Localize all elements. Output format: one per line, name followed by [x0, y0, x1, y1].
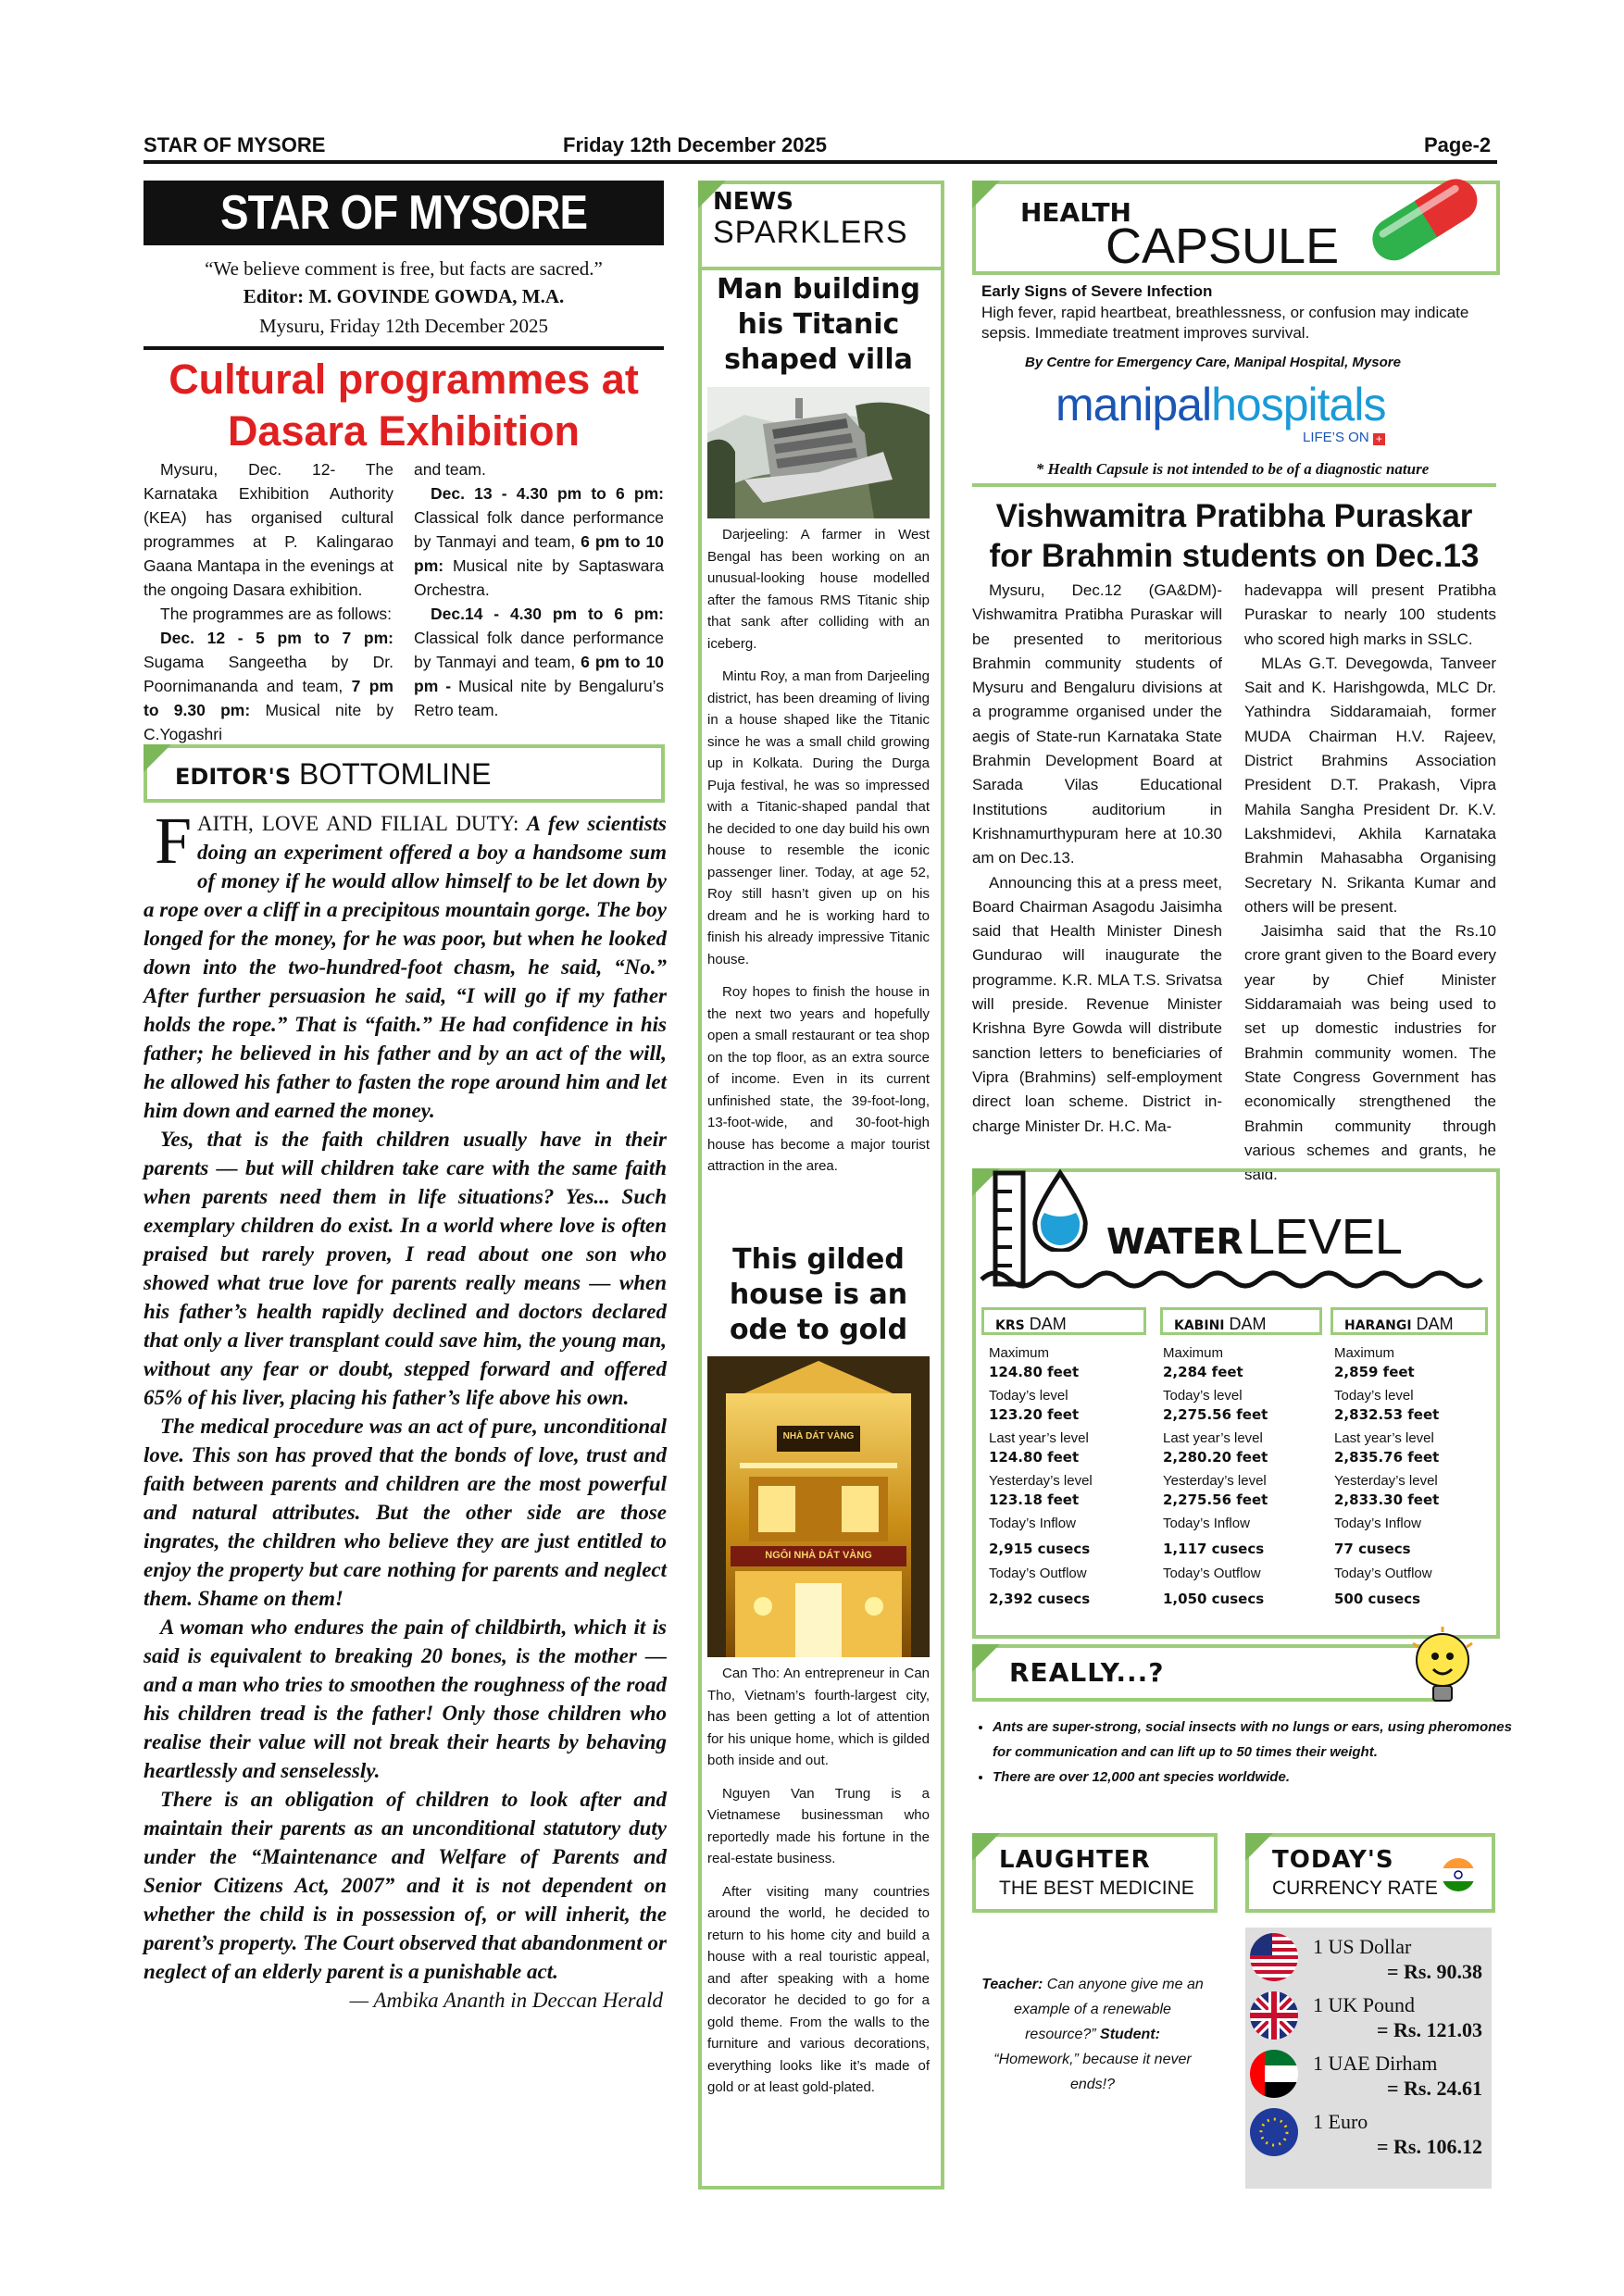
story-paragraph: Darjeeling: A farmer in West Bengal has been working on an unusual-looking house modelled after the famous RMS Titanic ship that sank after colliding with an iceberg.: [707, 527, 930, 652]
titanic-story-body: [707, 524, 930, 1178]
health-disclaimer: * Health Capsule is not intended to be of a diagnostic nature: [1035, 460, 1430, 478]
label-corner: [972, 181, 1000, 208]
label-corner: [972, 1644, 1000, 1672]
india-flag-icon: [1440, 1856, 1477, 1893]
vishwamitra-paragraph: MLAs G.T. Devegowda, Tanveer Sait and K. Harishgowda, MLC Dr. Yathindra Siddaramaiah, former MUDA Chairman H.V. Rajeev, District Brahmins Association President D.T. Prakash, Vipra Mahila Sangha President Dr. K.V. Lakshmidevi, Akhila Karnataka Brahmin Mahasabha Organising Secretary N. Srikanta Kumar and others will be present.: [1244, 654, 1496, 916]
uae-flag-icon: [1250, 2050, 1298, 2098]
dam-stat-label: Yesterday’s level: [1334, 1473, 1438, 1489]
fact-item: • Ants are super-strong, social insects with no lungs or ears, using pheromones for communication and can lift up to 50 times their weight.: [993, 1715, 1513, 1765]
vishwamitra-paragraph: hadevappa will present Pratibha Puraskar to nearly 100 students who scored high marks in SSLC.: [1244, 581, 1496, 648]
dam-stat-label: Today’s level: [1163, 1388, 1243, 1404]
dam-stat-value: 2,832.53 feet: [1334, 1406, 1440, 1423]
masthead-banner: [144, 181, 664, 245]
label-corner: [1245, 1833, 1273, 1861]
cultural-schedule-dec13: Dec. 13 - 4.30 pm to 6 pm: Classical folk dance performance by Tanmayi and team, 6 pm to 10 pm: Musical nite by Saptaswara Orchestra.: [414, 484, 664, 599]
really-facts: [972, 1715, 1513, 1790]
news-sparklers-label: NEWS SPARKLERS: [713, 188, 908, 250]
cultural-schedule-dec14: Dec.14 - 4.30 pm to 6 pm: Classical folk dance performance by Tanmayi and team, 6 pm to 10 pm - Musical nite by Bengaluru’s Retro team.: [414, 605, 664, 719]
dam-stat-value: 2,392 cusecs: [989, 1591, 1091, 1607]
editors-bottomline-label: EDITOR'S BOTTOMLINE: [144, 744, 665, 803]
dam-stat-label: Maximum: [1163, 1345, 1224, 1361]
dam-header-harangi: HARANGI DAM: [1330, 1307, 1488, 1335]
health-rule: [972, 483, 1496, 487]
fact-item: • There are over 12,000 ant species worldwide.: [993, 1765, 1513, 1790]
sparklers-rule: [698, 267, 944, 270]
cultural-paragraph: and team.: [414, 460, 486, 479]
dam-stat-value: 2,280.20 feet: [1163, 1449, 1268, 1466]
dam-stat-label: Maximum: [989, 1345, 1050, 1361]
drop-cap: F: [155, 804, 193, 878]
masthead-dateline: Mysuru, Friday 12th December 2025: [258, 315, 549, 337]
header-paper-name: STAR OF MYSORE: [144, 133, 326, 156]
titanic-headline: Man building his Titanic shaped villa: [717, 273, 920, 376]
health-text: High fever, rapid heartbeat, breathlessness, or confusion may indicate sepsis. Immediate treatment improves survival.: [981, 304, 1469, 342]
health-title: Early Signs of Severe Infection: [981, 282, 1213, 300]
dam-data-kabini: [1163, 1342, 1325, 1610]
dam-stat-value: 2,275.56 feet: [1163, 1491, 1268, 1508]
dam-stat-label: Today’s level: [989, 1388, 1068, 1404]
dam-stat-label: Today’s Inflow: [1163, 1516, 1250, 1531]
really-label: REALLY...?: [972, 1644, 1447, 1702]
dam-stat-value: 124.80 feet: [989, 1449, 1080, 1466]
dam-stat-value: 2,275.56 feet: [1163, 1406, 1268, 1423]
story-paragraph: Nguyen Van Trung is a Vietnamese businessman who reportedly made his fortune in the real-estate business.: [707, 1785, 930, 1866]
masthead-motto: “We believe comment is free, but facts are sacred.”: [205, 257, 603, 280]
dam-stat-value: 123.20 feet: [989, 1406, 1080, 1423]
currency-rate: = Rs. 90.38: [1387, 1960, 1482, 1983]
editorial-body: [144, 804, 667, 2015]
dam-stat-label: Last year’s level: [1334, 1430, 1434, 1446]
masthead-rule: [144, 346, 664, 350]
editorial-paragraph-1: FAITH, LOVE AND FILIAL DUTY: A few scientists doing an experiment offered a boy a handsome sum of money if he would allow himself to be let down by a rope over a cliff in a precipitous mountain gorge. The boy longed for the money, for he was poor, but when he looked down into the two-hundred-foot chasm, he said, “No.” After further persuasion he said, “I will go if my father holds the rope.” That is “faith.” He had confidence in his father; he believed in his father and by an act of the will, he allowed his father to fasten the rope around him and let him down and earned the money.: [144, 804, 667, 1122]
cultural-column-2: [414, 457, 664, 722]
dam-stat-label: Today’s Inflow: [1334, 1516, 1421, 1531]
dam-stat-label: Today’s Inflow: [989, 1516, 1076, 1531]
header-date: Friday 12th December 2025: [563, 133, 827, 156]
eu-flag-icon: [1250, 2108, 1298, 2156]
dam-header-krs: KRS DAM: [981, 1307, 1146, 1335]
dam-data-harangi: [1334, 1342, 1492, 1610]
dam-stat-value: 77 cusecs: [1334, 1541, 1411, 1557]
dam-header-kabini: KABINI DAM: [1160, 1307, 1322, 1335]
dam-stat-label: Last year’s level: [989, 1430, 1089, 1446]
editorial-paragraph-2: Yes, that is the faith children usually have in their parents — but will children take care with the same faith when parents need them in life situations? Yes... Such exemplary children do exist. In a world where love is often praised but rarely proven, I read about one son who showed what true love for parents really means — when his father’s health rapidly declined and doctors declared that only a liver transplant could save him, the young man, without any fear or doubt, stepped forward and offered 65% of his liver, placing his father’s life above his own.: [144, 1128, 667, 1409]
health-capsule-label: HEALTH CAPSULE: [972, 181, 1500, 275]
gilded-house-sign-upper: NHÀ DÁT VÀNG: [782, 1431, 855, 1441]
editorial-paragraph-4: A woman who endures the pain of childbirth, which it is said is equivalent to breaking 20 bones, is the mother — and a man who tries to smoothen the roughness of the road his children tread is the father! Only those children who realise their value will not break their hearts by behaving heartlessly and senselessly.: [144, 1616, 667, 1782]
vishwamitra-paragraph: Mysuru, Dec.12 (GA&DM)- Vishwamitra Pratibha Puraskar will be presented to meritorious Brahmin community students of Mysuru and Bengaluru divisions at a programme organised under the aegis of State-run Karnataka State Brahmin Development Board at Sarada Vilas Educational Institutions auditorium in Krishnamurthypuram here at 10.30 am on Dec.13.: [972, 581, 1222, 867]
vishwamitra-column-1: [972, 579, 1222, 1139]
currency-rate: = Rs. 121.03: [1377, 2018, 1482, 2041]
vishwamitra-column-2: [1244, 579, 1496, 1187]
dam-stat-value: 124.80 feet: [989, 1364, 1080, 1380]
currency-rate: = Rs. 106.12: [1377, 2135, 1482, 2158]
editorial-paragraph-5: There is an obligation of children to look after and maintain their parents as an unconditional statutory duty under the “Maintenance and Welfare of Parents and Senior Citizens Act, 2007” and it is not dependent on whether the child is in possession of, or will inherit, the parent’s property. The Court observed that abandonment or neglect of an elderly parent is a punishable act.: [144, 1788, 667, 1983]
dam-stat-label: Today’s Outflow: [1334, 1566, 1432, 1581]
plus-icon: +: [1373, 433, 1385, 445]
dam-stat-label: Today’s level: [1334, 1388, 1414, 1404]
cultural-paragraph: The programmes are as follows:: [160, 605, 392, 623]
currency-unit: 1 UAE Dirham: [1313, 2052, 1438, 2075]
vishwamitra-paragraph: Announcing this at a press meet, Board Chairman Asagodu Jaisimha said that Health Minister Dinesh Gundurao will inaugurate the programme. K.R. MLA T.S. Srivatsa will preside. Revenue Minister Krishna Byre Gowda will distribute sanction letters to beneficiaries of Vipra (Brahmins) self-employment direct loan scheme. District in-charge Minister Dr. H.C. Ma-: [972, 873, 1222, 1135]
uk-flag-icon: [1250, 1991, 1298, 2040]
gilded-house-sign-lower: NGÔI NHÀ DÁT VÀNG: [765, 1550, 872, 1561]
story-paragraph: Roy hopes to finish the house in the next two years and hopefully open a small restaurant or tea shop on the top floor, as an extra source of income. Even in its current unfinished state, the 39-foot-long, 13-foot-wide, and 30-foot-high house has become a major tourist attraction in the area.: [707, 984, 930, 1174]
vishwamitra-headline: Vishwamitra Pratibha Puraskar for Brahmin students on Dec.13: [989, 498, 1480, 574]
vishwamitra-paragraph: Jaisimha said that the Rs.10 crore grant given to the Board every year by Chief Minister Siddaramaiah was being used to set up domestic industries for Brahmin community women. The State Congress Government has economically strengthened the Brahmin community through various schemes and grants, he said.: [1244, 922, 1496, 1184]
story-paragraph: Can Tho: An entrepreneur in Can Tho, Vietnam’s fourth-largest city, has been getting a lot of attention for his unique home, which is gilded both inside and out.: [707, 1666, 930, 1768]
dam-stat-label: Yesterday’s level: [989, 1473, 1093, 1489]
dam-stat-value: 123.18 feet: [989, 1491, 1080, 1508]
dam-stat-label: Today’s Outflow: [1163, 1566, 1261, 1581]
cultural-column-1: [144, 457, 394, 746]
currency-label: TODAY'S CURRENCY RATE: [1245, 1833, 1495, 1913]
dam-stat-value: 2,833.30 feet: [1334, 1491, 1440, 1508]
currency-unit: 1 US Dollar: [1313, 1935, 1412, 1958]
label-corner: [972, 1833, 1000, 1861]
manipal-logo: manipalhospitals: [1056, 379, 1386, 430]
us-flag-icon: [1250, 1933, 1298, 1981]
dam-stat-value: 2,915 cusecs: [989, 1541, 1091, 1557]
currency-rate: = Rs. 24.61: [1387, 2077, 1482, 2100]
cultural-headline: Cultural programmes at Dasara Exhibition: [169, 356, 639, 455]
dam-stat-value: 2,859 feet: [1334, 1364, 1415, 1380]
dam-stat-value: 1,117 cusecs: [1163, 1541, 1265, 1557]
gilded-house-headline: This gilded house is an ode to gold: [729, 1243, 908, 1346]
masthead-editor: Editor: M. GOVINDE GOWDA, M.A.: [243, 285, 565, 307]
currency-unit: 1 UK Pound: [1313, 1993, 1416, 2016]
header-page-number: Page-2: [1424, 133, 1492, 156]
dam-stat-label: Today’s Outflow: [989, 1566, 1087, 1581]
dam-data-krs: [989, 1342, 1156, 1610]
editorial-paragraph-3: The medical procedure was an act of pure, unconditional love. This son has proved that the bonds of love, trust and faith between parents and children are the most powerful and natural attributes. But the other side are those ingrates, the children who believe they are just entitled to enjoy the property but care nothing for parents and neglect them. Shame on them!: [144, 1415, 667, 1610]
masthead-title: STAR OF MYSORE: [219, 186, 588, 240]
gilded-house-photo: [707, 1356, 930, 1657]
dam-stat-label: Last year’s level: [1163, 1430, 1263, 1446]
water-level-label: WATER LEVEL: [1106, 1209, 1403, 1265]
dam-stat-value: 1,050 cusecs: [1163, 1591, 1265, 1607]
water-waves-icon: [972, 1261, 1496, 1294]
dam-stat-value: 2,835.76 feet: [1334, 1449, 1440, 1466]
label-corner: [144, 744, 171, 772]
lightbulb-icon: [1407, 1625, 1481, 1708]
laughter-joke: Teacher: Can anyone give me an example of a renewable resource?” Student: “Homework,” because it never ends!?: [981, 1977, 1204, 2092]
capsule-pill-icon: [1357, 168, 1496, 269]
currency-unit: 1 Euro: [1313, 2110, 1368, 2133]
cultural-schedule-dec12: Dec. 12 - 5 pm to 7 pm: Sugama Sangeetha by Dr. Poornimananda and team, 7 pm to 9.30 pm: Musical nite by C.Yogashri: [144, 629, 394, 743]
manipal-tagline: LIFE’S ON +: [1303, 430, 1385, 445]
health-source: By Centre for Emergency Care, Manipal Hospital, Mysore: [1025, 355, 1401, 370]
gilded-house-story-body: [707, 1663, 930, 2099]
water-drop-icon: [1028, 1168, 1093, 1252]
dam-stat-value: 2,284 feet: [1163, 1364, 1243, 1380]
laughter-label: LAUGHTER THE BEST MEDICINE: [972, 1833, 1218, 1913]
header-rule: [144, 160, 1497, 164]
editorial-byline: — Ambika Ananth in Deccan Herald: [349, 1989, 663, 2012]
story-paragraph: After visiting many countries around the world, he decided to return to his home city and build a house with a real touristic appeal, and after speaking with a home decorator he decided to go for a gold theme. From the walls to the furniture and various decorations, everything looks like it’s made of gold or at least gold-plated.: [707, 1883, 930, 2095]
story-paragraph: Mintu Roy, a man from Darjeeling district, has been dreaming of living in a house shaped like the Titanic since he was a small child growing up in Kolkata. During the Durga Puja festival, he was so impressed with a Titanic-shaped pandal that he decided to one day build his own house to resemble the iconic passenger liner. Today, at age 52, Roy still hasn’t given up on his dream and he is working hard to finish his already impressive Titanic house.: [707, 668, 930, 967]
dam-stat-value: 500 cusecs: [1334, 1591, 1421, 1607]
dam-stat-label: Yesterday’s level: [1163, 1473, 1267, 1489]
titanic-villa-photo: [707, 387, 930, 518]
cultural-paragraph: Mysuru, Dec. 12- The Karnataka Exhibition Authority (KEA) has organised cultural programmes at P. Kalingarao Gaana Mantapa in the evenings at the ongoing Dasara exhibition.: [144, 460, 394, 599]
dam-stat-label: Maximum: [1334, 1345, 1395, 1361]
